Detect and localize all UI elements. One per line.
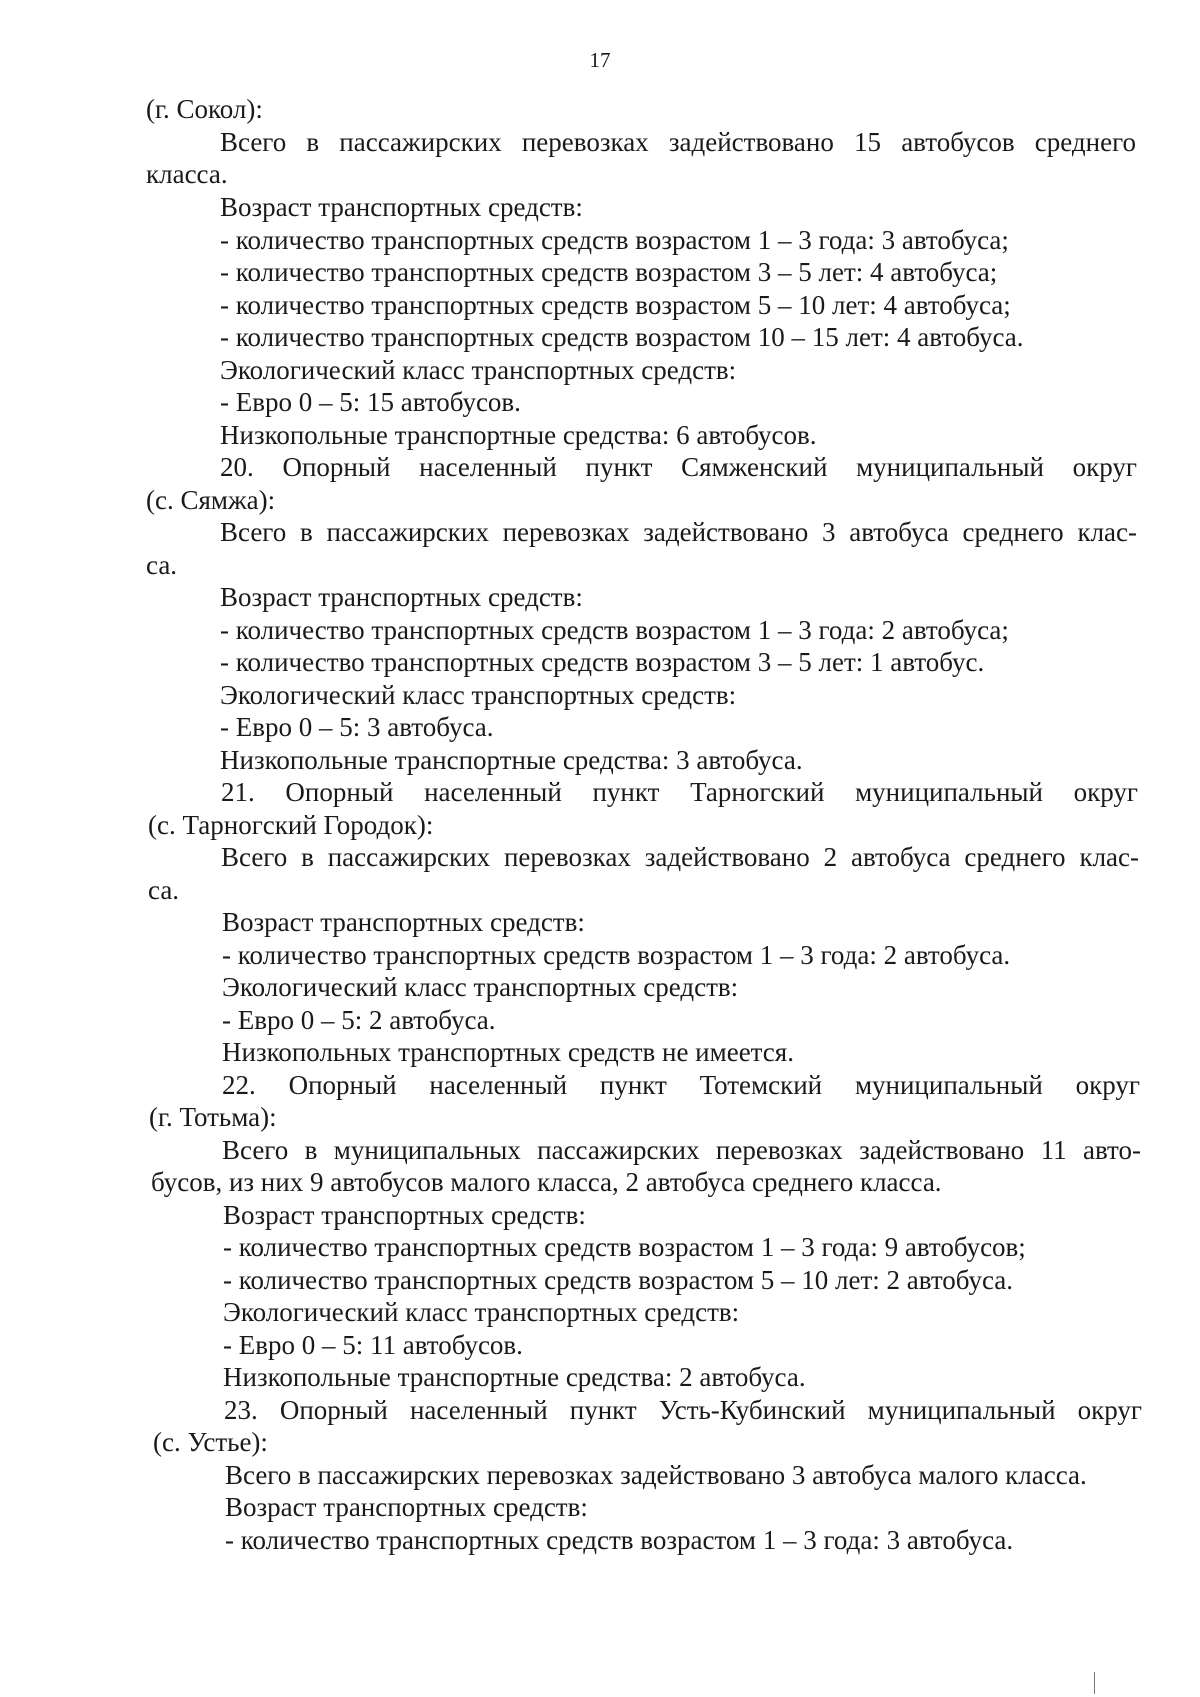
- text-line: Экологический класс транспортных средств:: [220, 680, 737, 710]
- text-line: (г. Тотьма):: [149, 1102, 277, 1132]
- text-line: - Евро 0 – 5: 3 автобуса.: [220, 712, 494, 742]
- text-line: Низкопольные транспортные средства: 6 автобусов.: [220, 420, 817, 450]
- text-line: - Евро 0 – 5: 2 автобуса.: [222, 1005, 496, 1035]
- text-line: - количество транспортных средств возрастом 5 – 10 лет: 4 автобуса;: [220, 290, 1011, 320]
- text-line: (с. Устье):: [153, 1427, 268, 1457]
- text-line: - количество транспортных средств возрастом 1 – 3 года: 9 автобусов;: [223, 1232, 1026, 1262]
- text-line: - количество транспортных средств возрастом 5 – 10 лет: 2 автобуса.: [223, 1265, 1014, 1295]
- text-line: - количество транспортных средств возрастом 10 – 15 лет: 4 автобуса.: [220, 322, 1024, 352]
- section-heading: 20. Опорный населенный пункт Сямженский муниципальный округ: [220, 452, 1137, 482]
- text-line: - количество транспортных средств возрастом 3 – 5 лет: 1 автобус.: [220, 647, 985, 677]
- text-line: - количество транспортных средств возрастом 3 – 5 лет: 4 автобуса;: [220, 257, 998, 287]
- text-line: - количество транспортных средств возрастом 1 – 3 года: 2 автобуса;: [220, 615, 1009, 645]
- text-line: Экологический класс транспортных средств:: [223, 1297, 740, 1327]
- text-line: са.: [148, 875, 180, 905]
- text-line: Экологический класс транспортных средств:: [222, 972, 739, 1002]
- text-line: класса.: [146, 159, 228, 189]
- text-line: (г. Сокол):: [146, 94, 263, 124]
- text-line: Всего в пассажирских перевозках задействовано 2 автобуса среднего клас-: [221, 842, 1139, 872]
- text-line: са.: [146, 550, 178, 580]
- text-line: Возраст транспортных средств:: [225, 1492, 588, 1522]
- page-number: 17: [589, 48, 611, 72]
- text-line: - Евро 0 – 5: 15 автобусов.: [220, 387, 521, 417]
- text-line: - количество транспортных средств возрастом 1 – 3 года: 3 автобуса;: [220, 225, 1009, 255]
- text-line: Низкопольные транспортные средства: 2 автобуса.: [223, 1362, 806, 1392]
- text-line: Всего в пассажирских перевозках задействовано 15 автобусов среднего: [220, 127, 1136, 157]
- text-line: Низкопольные транспортные средства: 3 автобуса.: [220, 745, 803, 775]
- text-line: Возраст транспортных средств:: [223, 1200, 586, 1230]
- text-line: Всего в пассажирских перевозках задействовано 3 автобуса среднего клас-: [220, 517, 1137, 547]
- text-line: - количество транспортных средств возрастом 1 – 3 года: 2 автобуса.: [222, 940, 1011, 970]
- text-line: Возраст транспортных средств:: [220, 582, 583, 612]
- text-line: Возраст транспортных средств:: [222, 907, 585, 937]
- text-line: (с. Сямжа):: [146, 485, 276, 515]
- text-line: - Евро 0 – 5: 11 автобусов.: [223, 1330, 523, 1360]
- section-heading: 23. Опорный населенный пункт Усть-Кубинский муниципальный округ: [224, 1395, 1142, 1425]
- section-heading: 22. Опорный населенный пункт Тотемский муниципальный округ: [222, 1070, 1140, 1100]
- text-line: Всего в муниципальных пассажирских перевозках задействовано 11 авто-: [222, 1135, 1141, 1165]
- scan-artifact-mark: [1094, 1672, 1095, 1694]
- text-line: бусов, из них 9 автобусов малого класса, 2 автобуса среднего класса.: [151, 1167, 942, 1197]
- text-line: Низкопольных транспортных средств не имеется.: [222, 1037, 794, 1067]
- section-heading: 21. Опорный населенный пункт Тарногский муниципальный округ: [221, 777, 1138, 807]
- text-line: - количество транспортных средств возрастом 1 – 3 года: 3 автобуса.: [225, 1525, 1014, 1555]
- text-line: Возраст транспортных средств:: [220, 192, 583, 222]
- text-line: (с. Тарногский Городок):: [148, 810, 434, 840]
- text-line: Всего в пассажирских перевозках задействовано 3 автобуса малого класса.: [225, 1460, 1087, 1490]
- text-line: Экологический класс транспортных средств:: [220, 355, 737, 385]
